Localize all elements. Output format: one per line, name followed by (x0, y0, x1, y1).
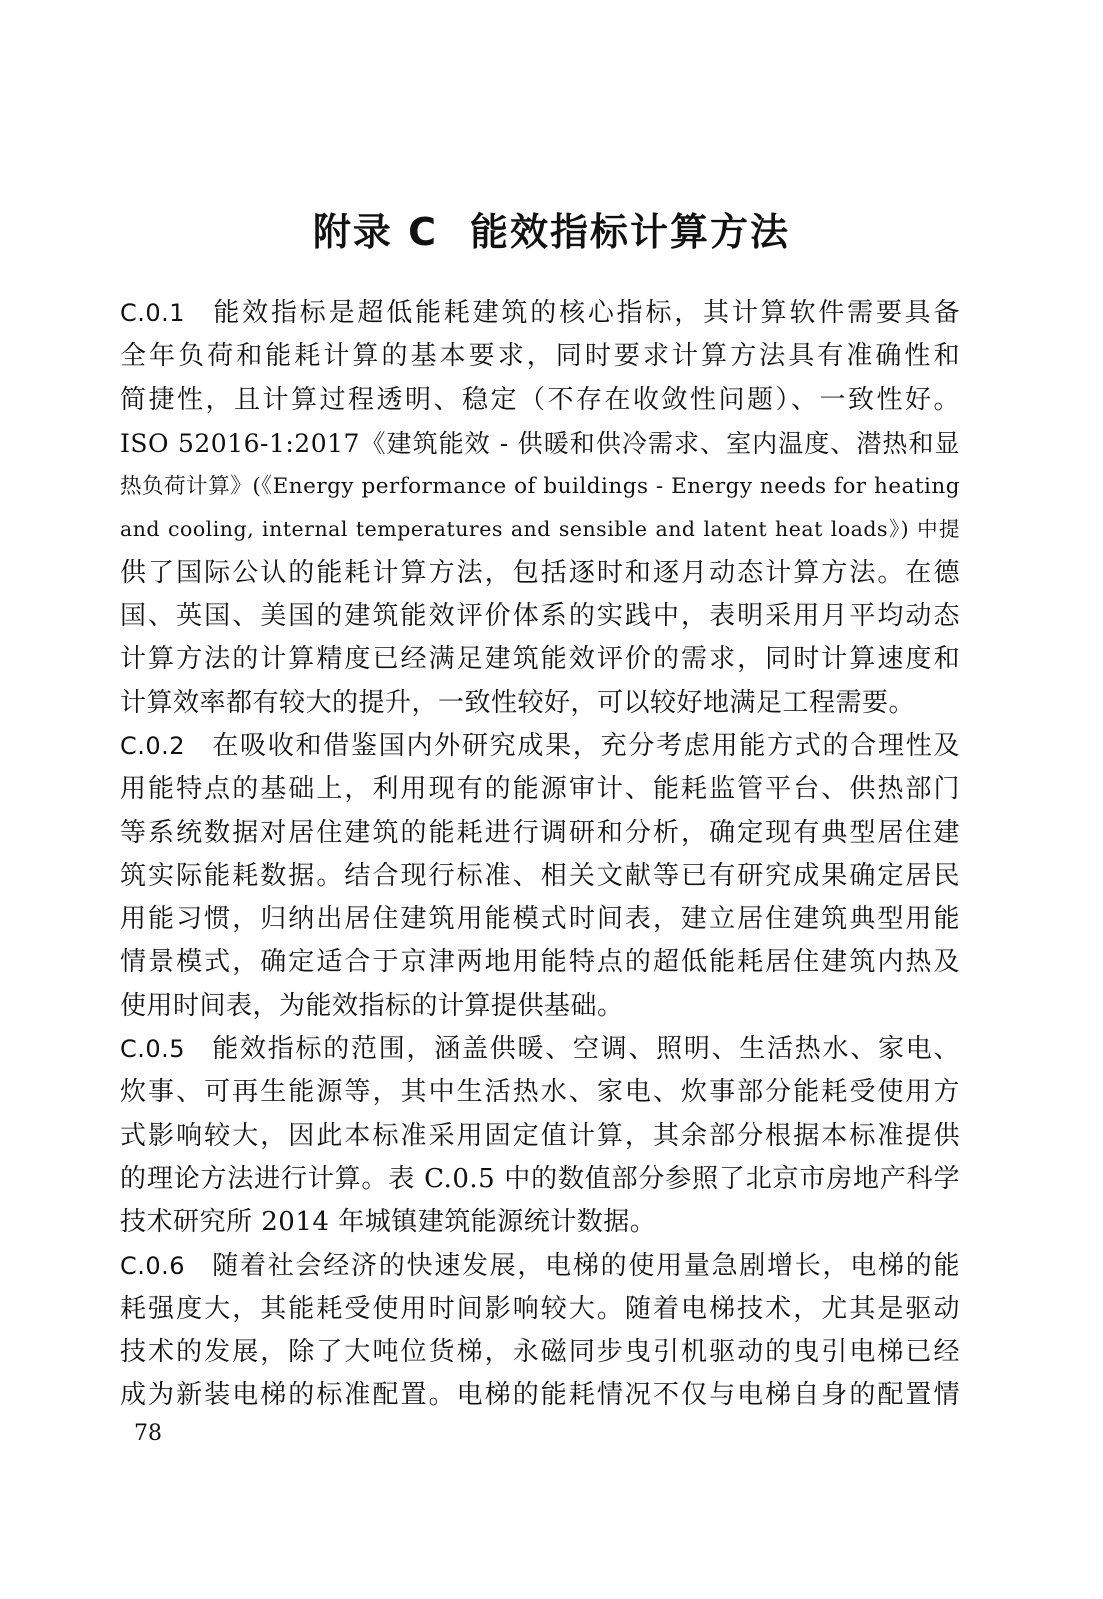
text-line: 炊事、可再生能源等，其中生活热水、家电、炊事部分能耗受使用方 (120, 1077, 960, 1108)
text-line: 计算方法的计算精度已经满足建筑能效评价的需求，同时计算速度和 (120, 644, 960, 675)
text-line: 用能习惯，归纳出居住建筑用能模式时间表，建立居住建筑典型用能 (120, 904, 960, 935)
page-title (0, 206, 1103, 258)
text-line: 成为新装电梯的标准配置。电梯的能耗情况不仅与电梯自身的配置情 (120, 1380, 960, 1411)
text-line: 耗强度大，其能耗受使用时间影响较大。随着电梯技术，尤其是驱动 (120, 1293, 960, 1324)
text-line: 筑实际能耗数据。结合现行标准、相关文献等已有研究成果确定居民 (120, 860, 960, 891)
text-line: C.0.1 能效指标是超低能耗建筑的核心指标，其计算软件需要具备 (120, 298, 960, 328)
text-line: 技术的发展，除了大吨位货梯，永磁同步曳引机驱动的曳引电梯已经 (120, 1337, 960, 1368)
text-line: C.0.5 能效指标的范围，涵盖供暖、空调、照明、生活热水、家电、 (120, 1034, 960, 1065)
text-line: 等系统数据对居住建筑的能耗进行调研和分析，确定现有典型居住建 (120, 817, 960, 848)
clause-number: C.0.1 (120, 299, 186, 327)
text-line: 的理论方法进行计算。表 C.0.5 中的数值部分参照了北京市房地产科学 (120, 1163, 960, 1194)
text-line: C.0.6 随着社会经济的快速发展，电梯的使用量急剧增长，电梯的能 (120, 1250, 960, 1281)
text-line: and cooling, internal temperatures and sensible and latent heat loads》) 中提 (120, 517, 960, 542)
text-line: 使用时间表，为能效指标的计算提供基础。 (120, 990, 624, 1021)
page-number: 78 (134, 1421, 162, 1446)
appendix-title: 能效指标计算方法 (470, 210, 791, 254)
clause-number: C.0.2 (120, 731, 186, 760)
text-line: 简捷性，且计算过程透明、稳定（不存在收敛性问题）、一致性好。 (120, 384, 960, 415)
text-line: 全年负荷和能耗计算的基本要求，同时要求计算方法具有准确性和 (120, 341, 960, 372)
text-line: ISO 52016-1:2017《建筑能效 - 供暖和供冷需求、室内温度、潜热和显 (120, 428, 960, 458)
clause-number: C.0.5 (120, 1035, 186, 1064)
appendix-code: 附录 C (312, 210, 439, 254)
text-line: 供了国际公认的能耗计算方法，包括逐时和逐月动态计算方法。在德 (120, 557, 960, 588)
text-line: 情景模式，确定适合于京津两地用能特点的超低能耗居住建筑内热及 (120, 947, 960, 978)
clause-number: C.0.6 (120, 1251, 186, 1280)
text-line: 计算效率都有较大的提升，一致性较好，可以较好地满足工程需要。 (120, 687, 916, 718)
text-line: 用能特点的基础上，利用现有的能源审计、能耗监管平台、供热部门 (120, 774, 960, 805)
text-line: C.0.2 在吸收和借鉴国内外研究成果，充分考虑用能方式的合理性及 (120, 730, 960, 761)
text-line: 热负荷计算》(《Energy performance of buildings - Energy needs for heating (120, 474, 960, 500)
text-line: 式影响较大，因此本标准采用固定值计算，其余部分根据本标准提供 (120, 1120, 960, 1151)
text-line: 技术研究所 2014 年城镇建筑能源统计数据。 (120, 1207, 657, 1238)
text-line: 国、英国、美国的建筑能效评价体系的实践中，表明采用月平均动态 (120, 601, 960, 632)
body-text (120, 292, 960, 1418)
